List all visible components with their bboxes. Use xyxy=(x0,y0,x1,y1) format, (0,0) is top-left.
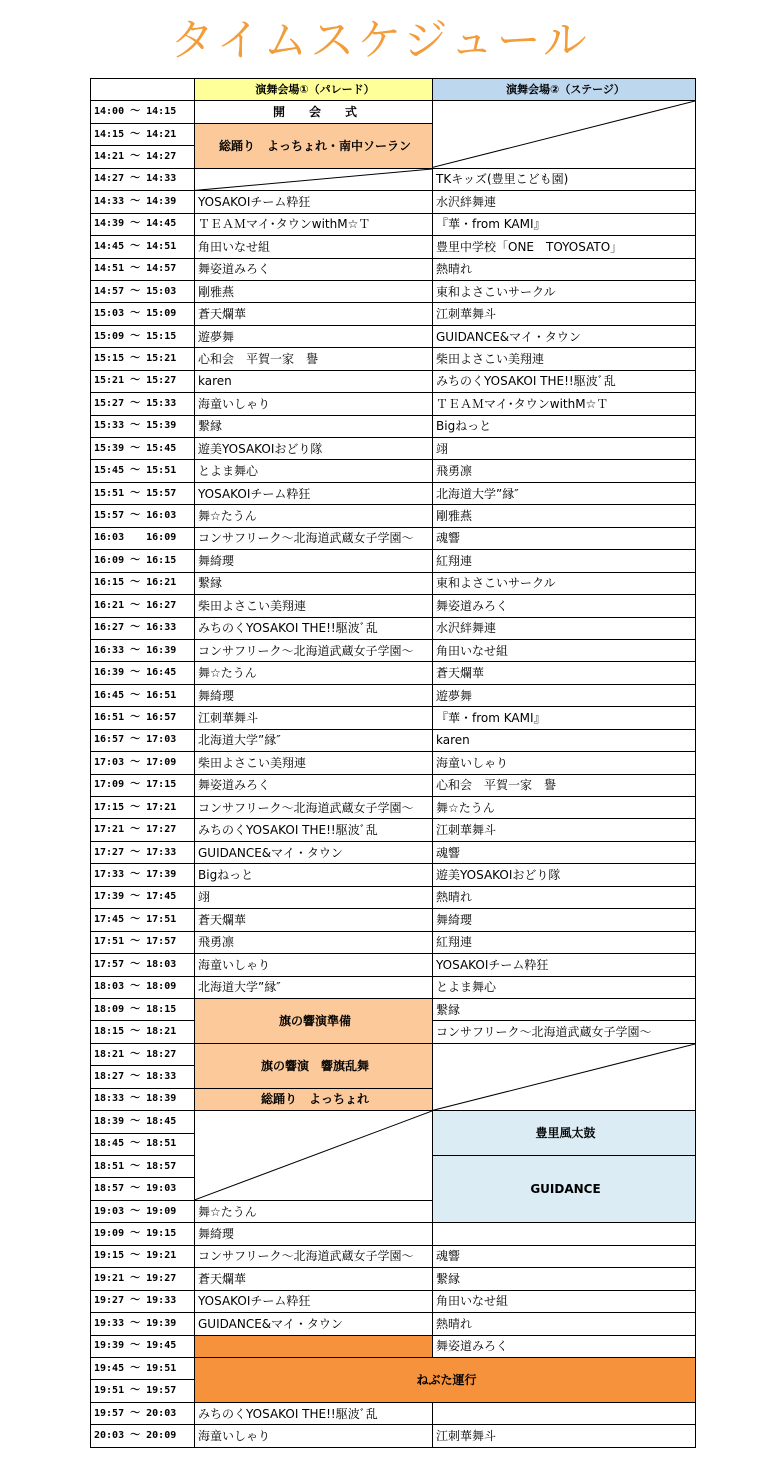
time-cell: 17:45 ～ 17:51 xyxy=(91,909,195,931)
venue1-team-cell: 飛勇凛 xyxy=(195,931,433,953)
empty-diagonal-cell xyxy=(195,1111,433,1201)
table-row xyxy=(91,841,696,863)
venue1-team-cell: コンサフリーク～北海道武蔵女子学園～ xyxy=(195,527,433,549)
venue1-team-cell: 柴田よさこい美翔連 xyxy=(195,595,433,617)
venue2-team-cell: 柴田よさこい美翔連 xyxy=(433,348,696,370)
table-row xyxy=(91,572,696,594)
time-cell: 14:57 ～ 15:03 xyxy=(91,280,195,302)
time-cell: 19:45 ～ 19:51 xyxy=(91,1357,195,1379)
venue1-team-cell: GUIDANCE&マイ・タウン xyxy=(195,841,433,863)
time-cell: 16:51 ～ 16:57 xyxy=(91,707,195,729)
event-cell-opening: 開 会 式 xyxy=(195,101,433,123)
venue2-team-cell: 魂響 xyxy=(433,1245,696,1267)
table-row xyxy=(91,303,696,325)
table-row xyxy=(91,909,696,931)
venue1-team-cell: 海童いしゃり xyxy=(195,393,433,415)
venue2-team-cell: 蒼天爛華 xyxy=(433,662,696,684)
time-cell: 17:09 ～ 17:15 xyxy=(91,774,195,796)
table-row xyxy=(91,415,696,437)
time-cell: 17:15 ～ 17:21 xyxy=(91,797,195,819)
table-row xyxy=(91,639,696,661)
venue1-team-cell: 舞☆たうん xyxy=(195,505,433,527)
table-row xyxy=(91,1425,696,1447)
time-cell: 17:03 ～ 17:09 xyxy=(91,752,195,774)
table-row xyxy=(91,505,696,527)
time-cell: 15:15 ～ 15:21 xyxy=(91,348,195,370)
venue2-team-cell: 翊 xyxy=(433,438,696,460)
venue1-team-cell: 心和会 平賀一家 譽 xyxy=(195,348,433,370)
table-row xyxy=(91,707,696,729)
time-cell: 19:39 ～ 19:45 xyxy=(91,1335,195,1357)
empty-diagonal-cell xyxy=(195,168,433,190)
venue2-team-cell: ＴＥＡＭマイ･タウンwithM☆Ｔ xyxy=(433,393,696,415)
venue2-header: 演舞会場②（ステージ） xyxy=(433,79,696,101)
venue1-team-cell: YOSAKOIチーム粋狂 xyxy=(195,191,433,213)
venue1-team-cell: 繋縁 xyxy=(195,572,433,594)
venue1-team-cell: みちのくYOSAKOI THE!!駆波ﾞ乱 xyxy=(195,617,433,639)
page-title: タイムスケジュール xyxy=(170,15,590,66)
venue1-team-cell: コンサフリーク～北海道武蔵女子学園～ xyxy=(195,797,433,819)
venue1-team-cell: YOSAKOIチーム粋狂 xyxy=(195,1290,433,1312)
venue2-team-cell: 繋縁 xyxy=(433,998,696,1020)
table-row xyxy=(91,280,696,302)
venue1-team-cell: 海童いしゃり xyxy=(195,1425,433,1447)
time-cell: 15:51 ～ 15:57 xyxy=(91,482,195,504)
event-filler-cell xyxy=(195,1335,433,1357)
venue1-team-cell: 舞綺瓔 xyxy=(195,1223,433,1245)
event-cell-taiko: 豊里風太鼓 xyxy=(433,1111,696,1156)
time-cell: 19:33 ～ 19:39 xyxy=(91,1313,195,1335)
venue1-team-cell: コンサフリーク～北海道武蔵女子学園～ xyxy=(195,1245,433,1267)
time-cell: 15:33 ～ 15:39 xyxy=(91,415,195,437)
table-row xyxy=(91,168,696,190)
venue1-team-cell: みちのくYOSAKOI THE!!駆波ﾞ乱 xyxy=(195,819,433,841)
time-column-header xyxy=(91,79,195,101)
venue1-header: 演舞会場①（パレード） xyxy=(195,79,433,101)
diagonal-line xyxy=(433,1044,695,1110)
venue2-team-cell: 豊里中学校「ONE TOYOSATO」 xyxy=(433,236,696,258)
diagonal-line xyxy=(195,169,432,190)
venue2-team-cell: karen xyxy=(433,729,696,751)
venue2-team-cell xyxy=(433,1223,696,1245)
table-row xyxy=(91,864,696,886)
venue2-team-cell: 紅翔連 xyxy=(433,550,696,572)
schedule-table xyxy=(90,78,696,1448)
time-cell: 19:21 ～ 19:27 xyxy=(91,1268,195,1290)
venue2-team-cell: 海童いしゃり xyxy=(433,752,696,774)
time-cell: 17:33 ～ 17:39 xyxy=(91,864,195,886)
venue2-team-cell: Bigねっと xyxy=(433,415,696,437)
venue2-team-cell: 江刺華舞斗 xyxy=(433,819,696,841)
venue1-team-cell: コンサフリーク～北海道武蔵女子学園～ xyxy=(195,639,433,661)
table-row xyxy=(91,752,696,774)
table-row xyxy=(91,1223,696,1245)
venue2-team-cell: 遊夢舞 xyxy=(433,684,696,706)
venue1-team-cell: karen xyxy=(195,370,433,392)
time-cell: 16:09 ～ 16:15 xyxy=(91,550,195,572)
table-row xyxy=(91,886,696,908)
time-cell: 19:51 ～ 19:57 xyxy=(91,1380,195,1402)
time-cell: 14:21 ～ 14:27 xyxy=(91,146,195,168)
venue1-team-cell: 遊美YOSAKOIおどり隊 xyxy=(195,438,433,460)
time-cell: 18:03 ～ 18:09 xyxy=(91,976,195,998)
time-cell: 14:33 ～ 14:39 xyxy=(91,191,195,213)
venue1-team-cell: 柴田よさこい美翔連 xyxy=(195,752,433,774)
time-cell: 15:39 ～ 15:45 xyxy=(91,438,195,460)
venue1-team-cell: 蒼天爛華 xyxy=(195,1268,433,1290)
time-cell: 18:09 ～ 18:15 xyxy=(91,998,195,1020)
venue2-team-cell: 北海道大学”縁″ xyxy=(433,482,696,504)
venue2-team-cell: GUIDANCE&マイ・タウン xyxy=(433,325,696,347)
venue1-team-cell: 蒼天爛華 xyxy=(195,303,433,325)
table-row xyxy=(91,1290,696,1312)
event-cell-soodori1: 総踊り よっちょれ・南中ソーラン xyxy=(195,123,433,168)
time-cell: 19:57 ～ 20:03 xyxy=(91,1402,195,1424)
venue1-team-cell: 舞綺瓔 xyxy=(195,550,433,572)
venue2-team-cell: 熱晴れ xyxy=(433,886,696,908)
time-cell: 18:45 ～ 18:51 xyxy=(91,1133,195,1155)
time-cell: 18:33 ～ 18:39 xyxy=(91,1088,195,1110)
venue2-team-cell: 『華・from KAMI』 xyxy=(433,213,696,235)
time-cell: 15:27 ～ 15:33 xyxy=(91,393,195,415)
venue2-team-cell: TKキッズ(豊里こども園) xyxy=(433,168,696,190)
table-row xyxy=(91,1245,696,1267)
table-row xyxy=(91,1402,696,1424)
venue1-team-cell: 角田いなせ組 xyxy=(195,236,433,258)
venue1-team-cell: とよま舞心 xyxy=(195,460,433,482)
venue2-team-cell: 角田いなせ組 xyxy=(433,1290,696,1312)
time-cell: 14:00 ～ 14:15 xyxy=(91,101,195,123)
header-row xyxy=(91,79,696,101)
table-row xyxy=(91,101,696,123)
time-cell: 19:15 ～ 19:21 xyxy=(91,1245,195,1267)
table-row xyxy=(91,1313,696,1335)
time-cell: 18:15 ～ 18:21 xyxy=(91,1021,195,1043)
venue2-team-cell: 水沢絆舞連 xyxy=(433,617,696,639)
table-row xyxy=(91,348,696,370)
time-cell: 19:27 ～ 19:33 xyxy=(91,1290,195,1312)
table-row xyxy=(91,998,696,1020)
table-row xyxy=(91,819,696,841)
table-row xyxy=(91,1335,696,1357)
time-cell: 15:03 ～ 15:09 xyxy=(91,303,195,325)
time-cell: 16:57 ～ 17:03 xyxy=(91,729,195,751)
venue1-team-cell: 翊 xyxy=(195,886,433,908)
time-cell: 14:39 ～ 14:45 xyxy=(91,213,195,235)
venue1-team-cell: Bigねっと xyxy=(195,864,433,886)
venue2-team-cell: とよま舞心 xyxy=(433,976,696,998)
venue2-team-cell: 東和よさこいサークル xyxy=(433,280,696,302)
event-cell-guidance: GUIDANCE xyxy=(433,1156,696,1223)
venue2-team-cell: 『華・from KAMI』 xyxy=(433,707,696,729)
table-row xyxy=(91,1043,696,1065)
time-cell: 18:21 ～ 18:27 xyxy=(91,1043,195,1065)
time-cell: 17:39 ～ 17:45 xyxy=(91,886,195,908)
venue2-team-cell: 魂響 xyxy=(433,527,696,549)
venue2-team-cell: 繋縁 xyxy=(433,1268,696,1290)
venue1-team-cell: 北海道大学”縁″ xyxy=(195,976,433,998)
time-cell: 14:15 ～ 14:21 xyxy=(91,123,195,145)
table-row xyxy=(91,729,696,751)
venue2-team-cell: 剛雅燕 xyxy=(433,505,696,527)
table-row xyxy=(91,393,696,415)
time-cell: 16:21 ～ 16:27 xyxy=(91,595,195,617)
diagonal-line xyxy=(433,101,695,167)
event-cell-hata-prep: 旗の響演準備 xyxy=(195,998,433,1043)
venue1-team-cell: 繋縁 xyxy=(195,415,433,437)
time-cell: 18:57 ～ 19:03 xyxy=(91,1178,195,1200)
table-row xyxy=(91,191,696,213)
table-row xyxy=(91,550,696,572)
venue2-team-cell: 熱晴れ xyxy=(433,258,696,280)
venue1-team-cell: みちのくYOSAKOI THE!!駆波ﾞ乱 xyxy=(195,1402,433,1424)
table-row xyxy=(91,976,696,998)
table-row xyxy=(91,617,696,639)
event-cell-nebuta: ねぶた運行 xyxy=(195,1357,696,1402)
table-row xyxy=(91,527,696,549)
venue2-team-cell: 心和会 平賀一家 譽 xyxy=(433,774,696,796)
venue2-team-cell: 角田いなせ組 xyxy=(433,639,696,661)
time-cell: 17:27 ～ 17:33 xyxy=(91,841,195,863)
time-cell: 19:03 ～ 19:09 xyxy=(91,1200,195,1222)
venue2-team-cell: YOSAKOIチーム粋狂 xyxy=(433,954,696,976)
venue2-team-cell xyxy=(433,1402,696,1424)
time-cell: 16:27 ～ 16:33 xyxy=(91,617,195,639)
venue2-team-cell: 紅翔連 xyxy=(433,931,696,953)
time-cell: 16:03 16:09 xyxy=(91,527,195,549)
venue1-team-cell: 北海道大学”縁″ xyxy=(195,729,433,751)
time-cell: 15:09 ～ 15:15 xyxy=(91,325,195,347)
table-row xyxy=(91,797,696,819)
table-row xyxy=(91,370,696,392)
table-row xyxy=(91,213,696,235)
time-cell: 18:51 ～ 18:57 xyxy=(91,1156,195,1178)
time-cell: 14:27 ～ 14:33 xyxy=(91,168,195,190)
venue2-team-cell: 舞☆たうん xyxy=(433,797,696,819)
table-row xyxy=(91,1268,696,1290)
table-row xyxy=(91,258,696,280)
time-cell: 15:57 ～ 16:03 xyxy=(91,505,195,527)
time-cell: 14:51 ～ 14:57 xyxy=(91,258,195,280)
time-cell: 16:45 ～ 16:51 xyxy=(91,684,195,706)
table-row xyxy=(91,1357,696,1379)
time-cell: 18:27 ～ 18:33 xyxy=(91,1066,195,1088)
table-row xyxy=(91,954,696,976)
venue2-team-cell: 魂響 xyxy=(433,841,696,863)
venue1-team-cell: 舞姿道みろく xyxy=(195,258,433,280)
time-cell: 14:45 ～ 14:51 xyxy=(91,236,195,258)
time-cell: 20:03 ～ 20:09 xyxy=(91,1425,195,1447)
venue2-team-cell: 遊美YOSAKOIおどり隊 xyxy=(433,864,696,886)
time-cell: 18:39 ～ 18:45 xyxy=(91,1111,195,1133)
venue2-team-cell: コンサフリーク～北海道武蔵女子学園～ xyxy=(433,1021,696,1043)
table-row xyxy=(91,774,696,796)
table-row xyxy=(91,236,696,258)
venue2-team-cell: みちのくYOSAKOI THE!!駆波ﾞ乱 xyxy=(433,370,696,392)
event-cell-soodori2: 総踊り よっちょれ xyxy=(195,1088,433,1110)
time-cell: 19:09 ～ 19:15 xyxy=(91,1223,195,1245)
venue2-team-cell: 江刺華舞斗 xyxy=(433,1425,696,1447)
venue2-team-cell: 水沢絆舞連 xyxy=(433,191,696,213)
venue1-team-cell: 遊夢舞 xyxy=(195,325,433,347)
empty-diagonal-cell xyxy=(433,1043,696,1110)
event-cell-hata-show: 旗の響演 響旗乱舞 xyxy=(195,1043,433,1088)
table-row xyxy=(91,460,696,482)
venue2-team-cell: 江刺華舞斗 xyxy=(433,303,696,325)
time-cell: 17:21 ～ 17:27 xyxy=(91,819,195,841)
time-cell: 17:51 ～ 17:57 xyxy=(91,931,195,953)
table-row xyxy=(91,931,696,953)
venue2-team-cell: 飛勇凛 xyxy=(433,460,696,482)
venue1-team-cell: ＴＥＡＭマイ･タウンwithM☆Ｔ xyxy=(195,213,433,235)
time-cell: 16:33 ～ 16:39 xyxy=(91,639,195,661)
venue2-team-cell: 舞姿道みろく xyxy=(433,1335,696,1357)
venue1-team-cell: GUIDANCE&マイ・タウン xyxy=(195,1313,433,1335)
venue1-team-cell: 海童いしゃり xyxy=(195,954,433,976)
table-row xyxy=(91,482,696,504)
table-row xyxy=(91,684,696,706)
venue1-team-cell: 舞姿道みろく xyxy=(195,774,433,796)
table-row xyxy=(91,438,696,460)
time-cell: 16:39 ～ 16:45 xyxy=(91,662,195,684)
venue2-team-cell: 舞姿道みろく xyxy=(433,595,696,617)
venue1-team-cell: YOSAKOIチーム粋狂 xyxy=(195,482,433,504)
venue1-team-cell: 蒼天爛華 xyxy=(195,909,433,931)
empty-diagonal-cell xyxy=(433,101,696,168)
venue1-team-cell: 舞綺瓔 xyxy=(195,684,433,706)
venue2-team-cell: 舞綺瓔 xyxy=(433,909,696,931)
venue2-team-cell: 熱晴れ xyxy=(433,1313,696,1335)
time-cell: 15:21 ～ 15:27 xyxy=(91,370,195,392)
venue2-team-cell: 東和よさこいサークル xyxy=(433,572,696,594)
venue1-team-cell: 江刺華舞斗 xyxy=(195,707,433,729)
table-row xyxy=(91,595,696,617)
table-row xyxy=(91,662,696,684)
venue1-team-cell: 剛雅燕 xyxy=(195,280,433,302)
time-cell: 15:45 ～ 15:51 xyxy=(91,460,195,482)
diagonal-line xyxy=(195,1111,432,1200)
venue1-team-cell: 舞☆たうん xyxy=(195,1200,433,1222)
table-row xyxy=(91,1111,696,1133)
table-row xyxy=(91,325,696,347)
time-cell: 17:57 ～ 18:03 xyxy=(91,954,195,976)
venue1-team-cell: 舞☆たうん xyxy=(195,662,433,684)
time-cell: 16:15 ～ 16:21 xyxy=(91,572,195,594)
